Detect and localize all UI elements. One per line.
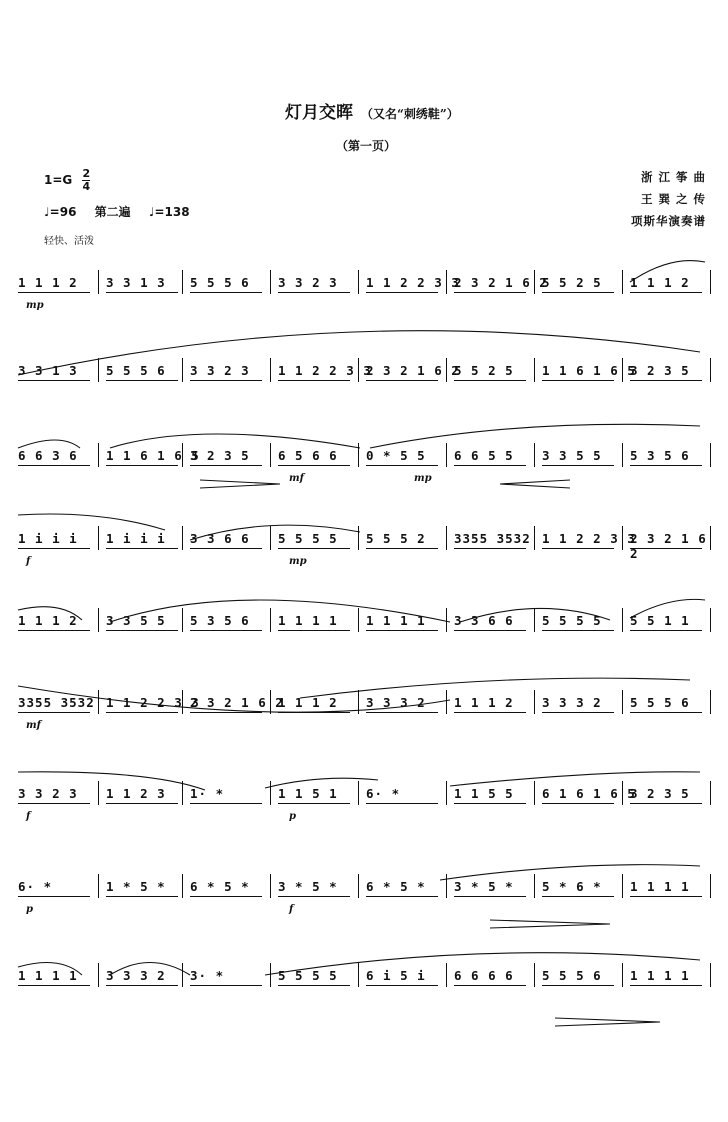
barline [534,874,535,898]
beam-line [278,465,350,466]
measure-notes: 3 3 1 3 [106,275,166,290]
measure-notes: 3 2 3 5 [630,363,690,378]
dynamic-mark: f [289,904,294,915]
measure-notes: 6· * [366,786,401,801]
barline [710,270,711,294]
barline [446,358,447,382]
barline [446,443,447,467]
measure-notes: 1 1 2 2 3 3 [366,275,460,290]
beam-line [630,803,702,804]
dynamic-mark: mf [26,720,41,731]
beam-line [366,465,438,466]
barline [98,608,99,632]
barline [270,526,271,550]
beam-line [106,712,178,713]
dynamic-mark: mp [289,556,307,567]
barline [710,443,711,467]
barline [622,781,623,805]
hairpin [200,480,280,488]
beam-line [18,465,90,466]
measure-notes: 1 i i i [106,531,166,546]
barline [182,358,183,382]
barline [358,608,359,632]
measure-notes: 6 * 5 * [366,879,426,894]
measure-notes: 1 1 1 1 [18,968,78,983]
quarter-note-icon: ♩ [44,205,50,219]
barline [622,443,623,467]
measure-notes: 3355 3532 [18,695,95,710]
measure-notes: 3 3 2 3 [278,275,338,290]
barline [270,781,271,805]
barline [622,690,623,714]
barline [710,874,711,898]
barline [446,690,447,714]
barline [270,270,271,294]
beam-line [106,465,178,466]
barline [358,874,359,898]
beam-line [366,985,438,986]
measure-notes: 3 3 2 3 [190,363,250,378]
barline [358,358,359,382]
measure-notes: 1 1 5 1 [278,786,338,801]
measure-notes: 1 1 1 2 [454,695,514,710]
measure-notes: 2 3 2 1 6 2 [366,363,460,378]
expression-mark: 轻快、活泼 [44,236,94,247]
barline [534,963,535,987]
beam-line [542,803,614,804]
barline [270,690,271,714]
measure-notes: 5 5 5 6 [190,275,250,290]
title-block [285,98,459,123]
beam-line [278,630,350,631]
barline [534,781,535,805]
measure-notes: 3· * [190,968,225,983]
measure-notes: 5 5 2 5 [542,275,602,290]
dynamic-mark: f [26,811,31,822]
measure-notes: 1 1 5 5 [454,786,514,801]
barline [710,358,711,382]
measure-notes: 3 3 1 3 [18,363,78,378]
staff-row [14,443,714,484]
time-signature [82,168,90,193]
measure-notes: 6 6 5 5 [454,448,514,463]
beam-line [542,292,614,293]
measure-notes: 3 3 6 6 [190,531,250,546]
page-label: （第一页） [336,139,397,153]
measure-notes: 1 1 6 1 6 5 [542,363,636,378]
barline [98,781,99,805]
dynamic-mark: mf [289,473,304,484]
barline [622,526,623,550]
beam-line [18,292,90,293]
beam-line [542,985,614,986]
credits [631,166,706,232]
staff-row [14,608,714,638]
barline [358,443,359,467]
beam-line [190,712,262,713]
time-sig-num: 2 [82,167,91,180]
barline [358,781,359,805]
staff-row [14,526,714,567]
beam-line [630,380,702,381]
staff-row [14,690,714,731]
measure-notes: 5 5 5 5 [542,613,602,628]
measure-notes: 5 * 6 * [542,879,602,894]
dynamic-mark: f [26,556,31,567]
barline [710,963,711,987]
beam-line [190,465,262,466]
beam-line [278,548,350,549]
measure-notes: 2 3 2 1 6 2 [190,695,284,710]
measure-notes: 5 5 5 2 [366,531,426,546]
barline [358,526,359,550]
measure-notes: 3 3 3 2 [542,695,602,710]
beam-line [278,896,350,897]
measure-notes: 5 5 5 5 [278,531,338,546]
measure-notes: 6· * [18,879,53,894]
barline [182,781,183,805]
measure-notes: 1 1 2 2 3 3 [106,695,200,710]
measure-notes: 5 5 5 6 [106,363,166,378]
measure-notes: 3 3 3 2 [366,695,426,710]
beam-line [106,292,178,293]
beam-line [366,548,438,549]
barline [710,781,711,805]
beam-line [106,630,178,631]
barline [98,270,99,294]
barline [270,874,271,898]
measure-notes: 5 5 5 6 [630,695,690,710]
beam-line [278,803,350,804]
barline [534,270,535,294]
measure-notes: 3 2 3 5 [190,448,250,463]
barline [182,270,183,294]
measure-notes: 5 3 5 6 [630,448,690,463]
beam-line [366,896,438,897]
measure-notes: 6 i 5 i [366,968,426,983]
beam-line [454,380,526,381]
measure-notes: 1 1 6 1 6 5 [106,448,200,463]
beam-line [106,548,178,549]
measure-notes: 1 1 2 3 [106,786,166,801]
measure-notes: 3 3 5 5 [542,448,602,463]
measure-notes: 1 1 1 2 [18,275,78,290]
beam-line [630,985,702,986]
beam-line [106,380,178,381]
hairpin [555,1018,660,1026]
barline [182,963,183,987]
barline [710,608,711,632]
measure-notes: 1· * [190,786,225,801]
barline [98,526,99,550]
measure-notes: 3 3 6 6 [454,613,514,628]
beam-line [454,292,526,293]
beam-line [542,548,614,549]
beam-line [542,896,614,897]
barline [98,874,99,898]
measure-notes: 0 * 5 5 [366,448,426,463]
page-title: 灯月交晖 [285,103,353,123]
barline [446,608,447,632]
measure-notes: 3 2 3 5 [630,786,690,801]
beam-line [190,803,262,804]
key-label: 1=G [44,173,73,187]
barline [358,270,359,294]
beam-line [542,380,614,381]
page-subtitle: （又名“刺绣鞋”） [361,107,459,121]
staff-row [14,781,714,822]
quarter-note-icon: ♩ [148,205,155,219]
measure-notes: 6 * 5 * [190,879,250,894]
measure-notes: 2 3 2 1 6 2 [454,275,548,290]
barline [446,781,447,805]
measure-notes: 3355 3532 [454,531,531,546]
measure-notes: 1 1 1 1 [278,613,338,628]
beam-line [278,985,350,986]
beam-line [454,465,526,466]
beam-line [366,292,438,293]
barline [98,690,99,714]
barline [182,526,183,550]
beam-line [542,630,614,631]
barline [534,526,535,550]
measure-notes: 1 1 1 1 [630,879,690,894]
beam-line [18,985,90,986]
measure-notes: 6 6 6 6 [454,968,514,983]
beam-line [630,712,702,713]
barline [270,358,271,382]
beam-line [106,985,178,986]
barline [446,526,447,550]
barline [446,963,447,987]
dynamic-mark: p [289,811,296,822]
beam-line [106,896,178,897]
beam-line [18,380,90,381]
staff-row [14,963,714,993]
credit-line-2: 王 巽 之 传 [640,192,706,206]
beam-line [542,712,614,713]
measure-notes: 3 * 5 * [278,879,338,894]
beam-line [190,896,262,897]
measure-notes: 1 1 2 2 3 3 [278,363,372,378]
beam-line [18,803,90,804]
barline [182,608,183,632]
measure-notes: 1 1 1 2 [18,613,78,628]
barline [534,443,535,467]
barline [622,270,623,294]
barline [622,874,623,898]
barline [622,963,623,987]
measure-notes: 5 3 5 6 [190,613,250,628]
barline [182,443,183,467]
measure-notes: 3 3 2 3 [18,786,78,801]
hairpin [490,920,610,928]
measure-notes: 6 5 6 6 [278,448,338,463]
beam-line [630,630,702,631]
beam-line [190,985,262,986]
tempo-line [44,203,190,220]
credit-line-1: 浙 江 筝 曲 [640,170,706,184]
beam-line [454,630,526,631]
beam-line [190,292,262,293]
measure-notes: 5 5 1 1 [630,613,690,628]
barline [534,690,535,714]
measure-notes: 3 3 3 2 [106,968,166,983]
beam-line [542,465,614,466]
time-sig-den: 4 [82,180,91,193]
barline [710,526,711,550]
beam-line [454,712,526,713]
beam-line [278,380,350,381]
key-signature [44,168,90,193]
measure-notes: 5 5 5 6 [542,968,602,983]
barline [534,358,535,382]
barline [710,690,711,714]
barline [270,608,271,632]
beam-line [630,548,702,549]
measure-notes: 5 5 2 5 [454,363,514,378]
beam-line [454,896,526,897]
beam-line [278,292,350,293]
beam-line [18,548,90,549]
beam-line [190,548,262,549]
dynamic-mark: p [26,904,33,915]
barline [182,690,183,714]
beam-line [454,985,526,986]
barline [98,443,99,467]
beam-line [366,712,438,713]
dynamic-mark: mp [414,473,432,484]
barline [270,963,271,987]
beam-line [106,803,178,804]
barline [622,358,623,382]
beam-line [366,803,438,804]
measure-notes: 1 1 1 2 [630,275,690,290]
barline [358,690,359,714]
credit-line-3: 项斯华演奏谱 [631,214,706,228]
beam-line [18,896,90,897]
measure-notes: 1 1 2 2 3 3 [542,531,636,546]
measure-notes: 6 1 6 1 6 5 [542,786,636,801]
measure-notes: 1 1 1 1 [366,613,426,628]
measure-notes: 3 * 5 * [454,879,514,894]
measure-notes: 1 1 1 2 [278,695,338,710]
barline [98,963,99,987]
beam-line [190,630,262,631]
measure-notes: 6 6 3 6 [18,448,78,463]
beam-line [454,548,526,549]
barline [358,963,359,987]
barline [270,443,271,467]
second-pass-label: 第二遍 [94,205,131,219]
measure-notes: 5 5 5 5 [278,968,338,983]
staff-row [14,358,714,388]
barline [98,358,99,382]
beam-line [630,465,702,466]
beam-line [278,712,350,713]
beam-line [190,380,262,381]
staff-row [14,874,714,915]
tempo-1: =96 [49,205,77,219]
measure-notes: 1 i i i [18,531,78,546]
barline [446,270,447,294]
dynamic-mark: mp [26,300,44,311]
measure-notes: 3 3 5 5 [106,613,166,628]
measure-notes: 1 1 1 1 [630,968,690,983]
beam-line [630,896,702,897]
beam-line [366,630,438,631]
beam-line [630,292,702,293]
measure-notes: 2 3 2 1 6 2 [630,531,707,561]
beam-line [18,630,90,631]
hairpin [500,480,570,488]
barline [534,608,535,632]
beam-line [18,712,90,713]
barline [446,874,447,898]
measure-notes: 1 * 5 * [106,879,166,894]
staff-row [14,270,714,311]
beam-line [454,803,526,804]
barline [622,608,623,632]
tempo-2: =138 [154,205,190,219]
barline [182,874,183,898]
beam-line [366,380,438,381]
